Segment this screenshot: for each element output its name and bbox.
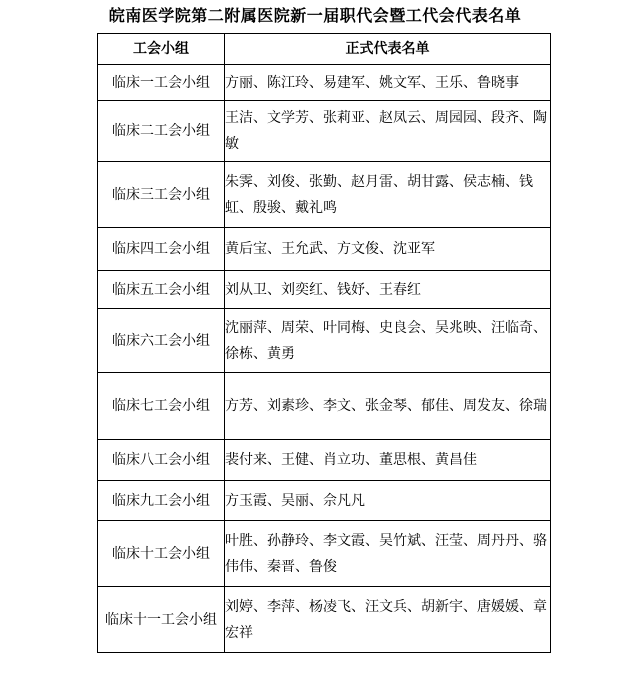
table-row [98, 228, 551, 271]
document-title: 皖南医学院第二附属医院新一届职代会暨工代会代表名单 [108, 6, 522, 25]
group-cell: 临床七工会小组 [98, 373, 225, 440]
names-cell: 朱霁、刘俊、张勤、赵月雷、胡甘露、侯志楠、钱虹、殷骏、戴礼鸣 [225, 162, 551, 228]
names-cell: 沈丽萍、周荣、叶同梅、史良会、吴兆映、汪临奇、徐栋、黄勇 [225, 309, 551, 373]
group-cell: 临床二工会小组 [98, 101, 225, 162]
table-row [98, 65, 551, 101]
table-row [98, 309, 551, 373]
group-cell: 临床四工会小组 [98, 228, 225, 271]
names-cell: 方丽、陈江玲、易建军、姚文军、王乐、鲁晓事 [225, 65, 551, 101]
header-names: 正式代表名单 [225, 34, 551, 65]
table-row [98, 162, 551, 228]
table-header-row [98, 34, 551, 65]
group-cell: 临床五工会小组 [98, 271, 225, 309]
names-cell: 叶胜、孙静玲、李文霞、吴竹斌、汪莹、周丹丹、骆伟伟、秦晋、鲁俊 [225, 521, 551, 587]
names-cell: 裴付来、王健、肖立功、董思根、黄昌佳 [225, 440, 551, 481]
names-cell: 方玉霞、吴丽、佘凡凡 [225, 481, 551, 521]
table-row [98, 587, 551, 653]
names-cell: 黄后宝、王允武、方文俊、沈亚军 [225, 228, 551, 271]
names-cell: 刘婷、李萍、杨凌飞、汪文兵、胡新宇、唐媛媛、章宏祥 [225, 587, 551, 653]
representative-table [97, 33, 551, 653]
group-cell: 临床八工会小组 [98, 440, 225, 481]
group-cell: 临床九工会小组 [98, 481, 225, 521]
header-group: 工会小组 [98, 34, 225, 65]
group-cell: 临床六工会小组 [98, 309, 225, 373]
names-cell: 刘从卫、刘奕红、钱妤、王春红 [225, 271, 551, 309]
group-cell: 临床三工会小组 [98, 162, 225, 228]
names-cell: 王洁、文学芳、张莉亚、赵凤云、周园园、段齐、陶敏 [225, 101, 551, 162]
table-row [98, 521, 551, 587]
group-cell: 临床十一工会小组 [98, 587, 225, 653]
group-cell: 临床一工会小组 [98, 65, 225, 101]
table-row [98, 101, 551, 162]
names-cell: 方芳、刘素珍、李文、张金琴、郁佳、周发友、徐瑞 [225, 373, 551, 440]
group-cell: 临床十工会小组 [98, 521, 225, 587]
table-row [98, 271, 551, 309]
table-row [98, 440, 551, 481]
table-row [98, 481, 551, 521]
table-row [98, 373, 551, 440]
